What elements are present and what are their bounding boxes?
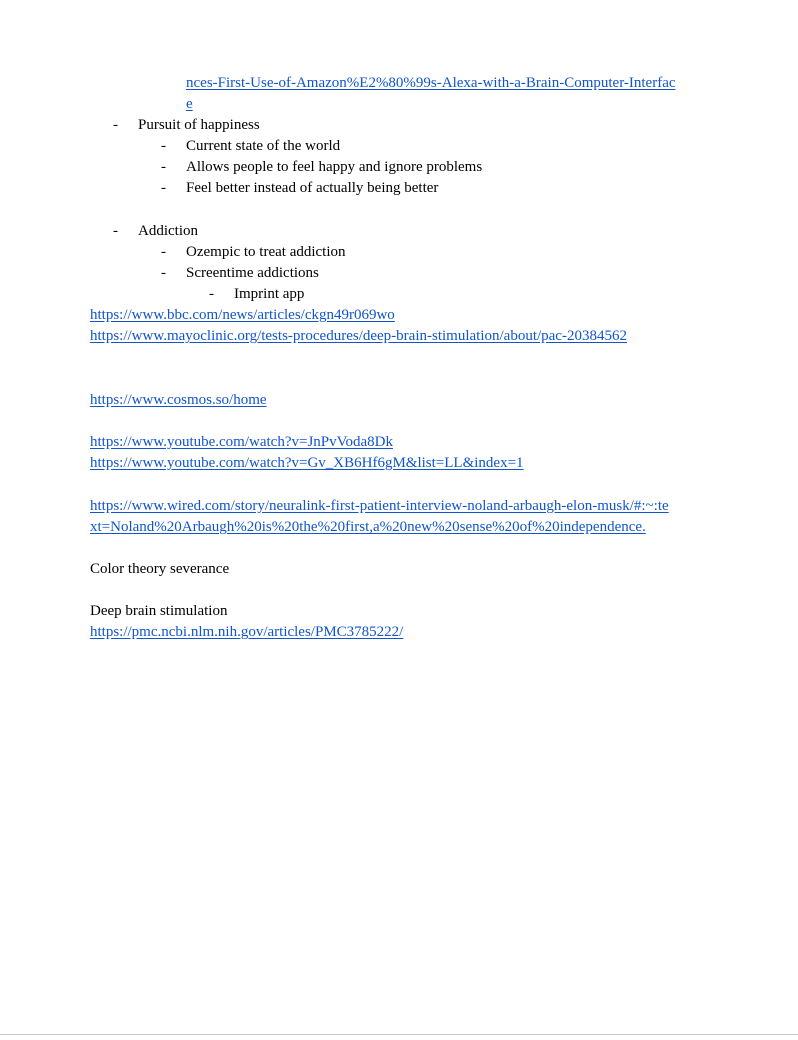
- link-line[interactable]: [90, 305, 395, 326]
- cosmos-link[interactable]: https://www.cosmos.so/home: [90, 392, 267, 408]
- link-line[interactable]: [90, 517, 646, 538]
- bullet-dash: -: [161, 138, 166, 154]
- link-line[interactable]: [90, 326, 627, 347]
- link-line[interactable]: [90, 453, 524, 474]
- link-line[interactable]: [90, 432, 393, 453]
- list-item-label: Feel better instead of actually being better: [186, 180, 439, 196]
- youtube-link-1[interactable]: https://www.youtube.com/watch?v=JnPvVoda8Dk: [90, 434, 394, 450]
- bullet-dash: -: [161, 265, 166, 281]
- continued-link[interactable]: nces-First-Use-of-Amazon%E2%80%99s-Alexa-with-a-Brain-Computer-Interfac: [186, 75, 676, 91]
- list-item-pursuit: [0, 115, 798, 136]
- wired-link-continued[interactable]: xt=Noland%20Arbaugh%20is%20the%20first,a%20new%20sense%20of%20independence.: [90, 519, 646, 535]
- list-item-label: Allows people to feel happy and ignore problems: [186, 159, 483, 175]
- color-theory-text: Color theory severance: [90, 561, 230, 577]
- pmc-link[interactable]: https://pmc.ncbi.nlm.nih.gov/articles/PMC3785222/: [90, 624, 404, 640]
- paragraph: [90, 601, 227, 622]
- bullet-dash: -: [209, 286, 214, 302]
- list-item-label: Ozempic to treat addiction: [186, 244, 346, 260]
- continued-link-line-2[interactable]: [186, 94, 193, 115]
- continued-link-tail[interactable]: e: [186, 96, 193, 112]
- link-line[interactable]: [90, 622, 403, 643]
- youtube-link-2[interactable]: https://www.youtube.com/watch?v=Gv_XB6Hf6gM&list=LL&index=1: [90, 455, 524, 471]
- continued-link-line-1[interactable]: [186, 73, 676, 94]
- bullet-dash: -: [161, 159, 166, 175]
- paragraph: [90, 559, 229, 580]
- list-item-addiction: [0, 221, 798, 242]
- list-item: [0, 136, 798, 157]
- bullet-dash: -: [161, 180, 166, 196]
- bbc-link[interactable]: https://www.bbc.com/news/articles/ckgn49r069wo: [90, 307, 395, 323]
- list-item: [0, 242, 798, 263]
- list-item: [0, 263, 798, 284]
- list-item-label: Imprint app: [234, 286, 305, 302]
- list-item-label: Addiction: [138, 223, 198, 239]
- wired-link[interactable]: https://www.wired.com/story/neuralink-first-patient-interview-noland-arbaugh-elon-musk/#:~:te: [90, 498, 669, 514]
- list-item: [0, 284, 798, 305]
- bullet-dash: -: [113, 223, 118, 239]
- bullet-dash: -: [113, 117, 118, 133]
- mayo-clinic-link[interactable]: https://www.mayoclinic.org/tests-procedures/deep-brain-stimulation/about/pac-20384562: [90, 328, 627, 344]
- link-line[interactable]: [90, 496, 669, 517]
- list-item-label: Pursuit of happiness: [138, 117, 260, 133]
- link-line[interactable]: [90, 390, 267, 411]
- bullet-dash: -: [161, 244, 166, 260]
- dbs-heading-text: Deep brain stimulation: [90, 603, 228, 619]
- list-item: [0, 178, 798, 199]
- list-item: [0, 157, 798, 178]
- list-item-label: Current state of the world: [186, 138, 341, 154]
- page-divider: [0, 1034, 798, 1035]
- list-item-label: Screentime addictions: [186, 265, 319, 281]
